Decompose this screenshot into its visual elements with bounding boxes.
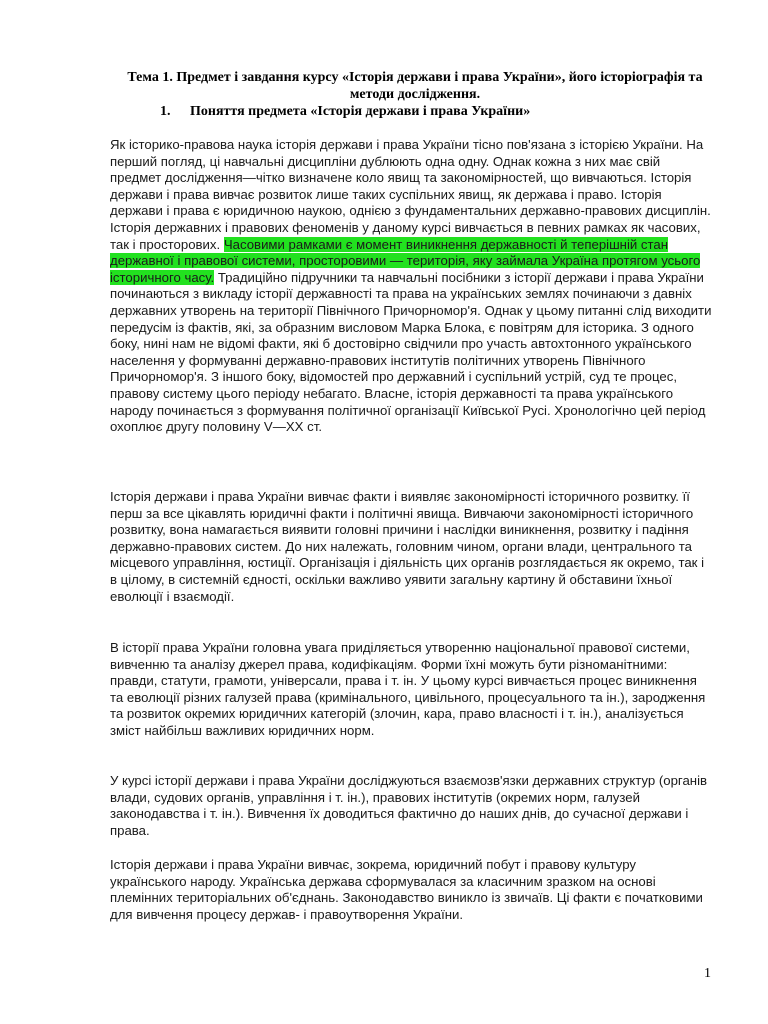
paragraph-5: Історія держави і права України вивчає, зокрема, юридичний побут і правову культуру українського народу. Українська держава сформувалася за класичним зразком на основі племінних територіальних об'єднань. Законодавство виникло із звичаїв. Ці факти є початковими для вивчення процесу держав- і правоутворення України.	[110, 857, 703, 922]
paragraph-1-text-a: Як історико-правова наука історія держави і права України тісно пов'язана з історією України. На перший погляд, ці навчальні дисципліни дублюють одна одну. Однак кожна з них має свій предмет дослідження—чітко визначене коло явищ та закономірностей, що вивчаються. Історія держави і права вивчає розвиток лише таких суспільних явищ, як держава і право. Історія держави і права є юридичною наукою, однією з фундаментальних державно-правових дисциплін. Історія державних і правових феноменів у даному курсі вивчається в певних рамках як часових, так і просторових.	[110, 137, 711, 252]
page-title: Тема 1. Предмет і завдання курсу «Історія держави і права України», його історіографія та методи дослідження.	[127, 70, 703, 102]
paragraph-4: У курсі історії держави і права України досліджуються взаємозв'язки державних структур (органів влади, судових органів, управління і т. ін.), правових інститутів (окремих норм, галузей законодавства і т. ін.). Вивчення їх доводиться фактично до наших днів, до сучасної держави і права.	[110, 773, 708, 838]
page-number: 1	[704, 966, 711, 981]
highlighted-text: Часовими рамками є момент виникнення державності й теперішній стан державної і правової системи, просторовими — територія, яку займала Україна протягом усього історичного часу.	[110, 236, 701, 285]
section-heading	[160, 103, 720, 120]
paragraph-1	[110, 137, 712, 436]
paragraph-2: Історія держави і права України вивчає факти і виявляє закономірності історичного розвитку. її перш за все цікавлять юридичні факти і політичні явища. Вивчаючи закономірності історичного розвитку, вона намагається виявити головні причини і наслідки виникнення, розвитку і падіння державно-правових систем. До них належать, головним чином, органи влади, центрального та місцевого управління, юстиції. Організація і діяльність цих органів розглядається як окремо, так і в цілому, в системній єдності, оскільки важливо уявити загальну картину й обставини їхньої еволюції і взаємодії.	[110, 489, 705, 604]
paragraph-1-text-b: Традиційно підручники та навчальні посібники з історії держави і права України починаються з викладу історії державності та права на українських землях починаючи з давніх державних утворень на території Північного Причорномор'я. Однак у цьому питанні слід виходити передусім із фактів, які, за образним висловом Марка Блока, є повітрям для історика. З одного боку, нині нам не відомі факти, які б достовірно свідчили про участь автохтонного українського населення у формуванні державно-правових інститутів політичних утворень Північного Причорномор'я. З іншого боку, відомостей про державний і суспільний устрій, суд те процес, правову систему цього періоду небагато. Власне, історія державності та права українського народу починається з формування політичної організації Київської Русі. Хронологічно цей період охоплює другу половину V—XX ст.	[110, 269, 712, 435]
section-number: 1.	[160, 104, 171, 119]
paragraph-3: В історії права України головна увага приділяється утворенню національної правової системи, вивченню та аналізу джерел права, кодифікаціям. Форми їхні можуть бути різноманітними: правди, статути, грамоти, універсали, права і т. ін. У цьому курсі вивчається процес виникнення та еволюції різних галузей права (кримінального, цивільного, процесуального та ін.), зародження та розвиток окремих юридичних категорій (злочин, кара, право власності і т. ін.), аналізується зміст найбільш важливих юридичних норм.	[110, 640, 706, 738]
section-title: Поняття предмета «Історія держави і права України»	[190, 104, 531, 119]
